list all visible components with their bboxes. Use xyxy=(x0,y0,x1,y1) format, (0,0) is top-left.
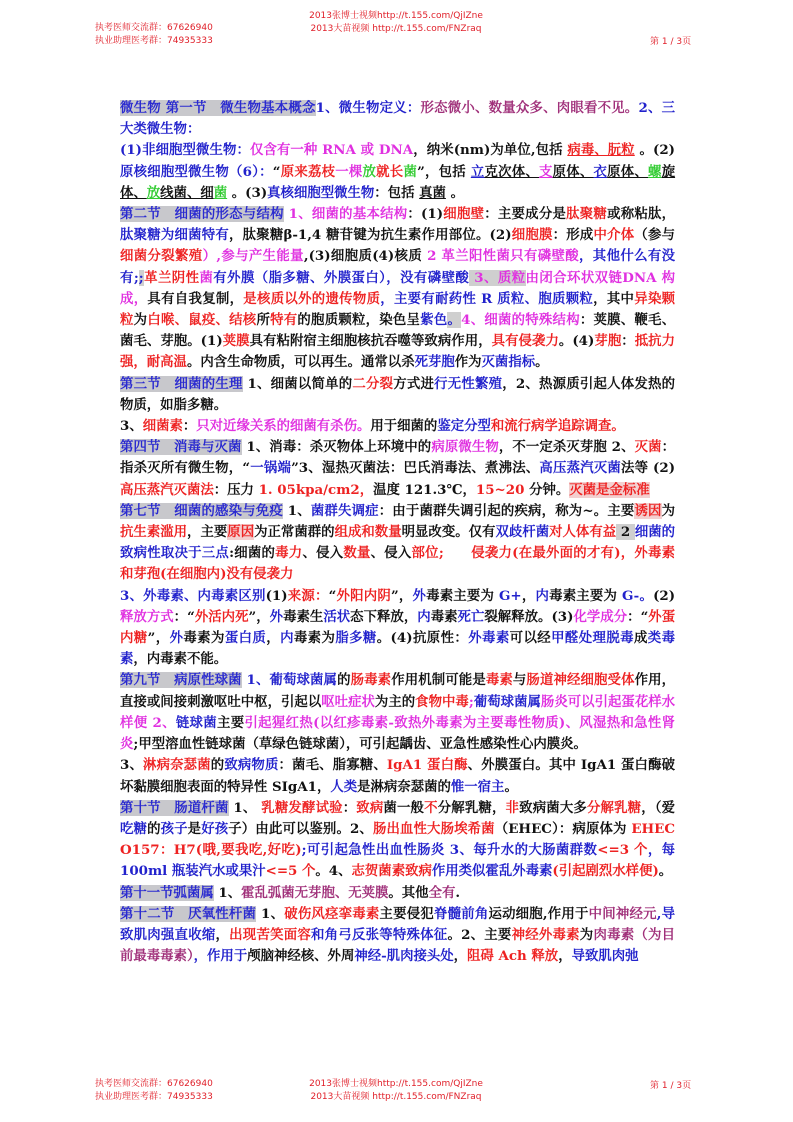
text: ：包括 xyxy=(374,184,420,201)
text: 毒素主要为 xyxy=(426,587,499,604)
text: 双歧杆菌 xyxy=(495,524,550,541)
text: 致病 xyxy=(356,799,384,816)
text: 的 xyxy=(147,820,161,837)
text: ”， xyxy=(147,630,170,647)
text: 细菌素 xyxy=(142,418,183,435)
text: 毒素 xyxy=(485,672,513,689)
text: 。(4) xyxy=(558,333,595,350)
text: 1、 xyxy=(282,502,311,519)
text: 态下释放， xyxy=(350,608,418,625)
section-title: 第四节 消毒与灭菌 xyxy=(120,439,242,456)
text: 分解乳糖， xyxy=(437,799,506,816)
text: 3、 xyxy=(120,757,144,774)
text: ：主要成分是 xyxy=(484,206,567,223)
text: 致病菌大多 xyxy=(519,799,587,816)
text: 孩子 xyxy=(160,820,188,837)
text: 具有侵袭力 xyxy=(491,333,559,350)
text: 真核细胞型微生物 xyxy=(267,184,375,201)
text: 破伤风痉挛毒素 xyxy=(284,905,380,922)
text: 肽聚糖 xyxy=(566,206,608,223)
text: ， xyxy=(453,948,468,965)
text: 螺 xyxy=(648,163,662,180)
text: 病原微生物 xyxy=(431,439,499,456)
footer-group-line2: 执业助理医考群：74935333 xyxy=(95,1092,213,1102)
text: 明显改变。仅有 xyxy=(401,524,496,541)
text: <=5 个 xyxy=(265,863,316,880)
text: 引起猩红热(以红疹毒素-致热外毒素为主要毒性物质)、风湿热和急性肾炎 xyxy=(120,714,676,753)
text: ; xyxy=(468,693,474,710)
text: 的胞质颗粒，染色呈 xyxy=(297,312,421,329)
text: 高压蒸汽灭菌法 xyxy=(120,481,214,498)
text: 释放方式 xyxy=(120,608,174,625)
text: 、侵入 xyxy=(302,545,344,562)
footer-group-info xyxy=(95,1078,213,1104)
text: (1) xyxy=(265,587,288,604)
text: 为 xyxy=(661,502,676,519)
text: 支 xyxy=(538,163,553,180)
text: ：“ xyxy=(173,608,195,625)
text: 和流行病学追踪调查。 xyxy=(490,418,625,435)
text: 用于细菌的 xyxy=(370,418,438,435)
text: 鉴定分型 xyxy=(437,418,491,435)
text: 诱因 xyxy=(634,502,662,519)
text: ，纳米(nm)为单位,包括 xyxy=(413,142,568,159)
text: 主要侵犯 xyxy=(379,905,434,922)
text: 。 xyxy=(639,587,654,604)
text: 肠炎可以引起蛋花样水样便 xyxy=(120,693,676,731)
text: 菌群失调症 xyxy=(310,502,379,519)
text: 芽胞 xyxy=(594,333,622,350)
section-title: 第三节 细菌的生理 xyxy=(120,375,243,392)
text: 神经外毒素 xyxy=(511,926,580,943)
text: 乳糖发酵试验 xyxy=(261,799,343,816)
text: 放 xyxy=(146,184,161,201)
text: 志贺菌素致病 xyxy=(351,863,432,880)
text: 内 xyxy=(535,587,550,604)
text: 毒素生 xyxy=(283,608,324,625)
text: 为 xyxy=(133,312,148,329)
text: 一锅端 xyxy=(250,460,292,477)
text: ，作用于 xyxy=(193,948,248,965)
text: 的 xyxy=(210,757,225,774)
text: 紫色 xyxy=(420,312,448,329)
text: ，主要有耐药性 R 质粒、胞质颗粒 xyxy=(380,290,594,307)
text: 、外膜蛋白。其中 IgA1 蛋白酶破坏黏膜细胞表面的特异性 SIgA1， xyxy=(120,757,676,795)
text: ： xyxy=(621,333,635,350)
text: ， xyxy=(558,948,572,965)
text: 神经-肌肉接头处 xyxy=(354,948,454,965)
footer-video-link-2[interactable]: 2013大苗视频 http://t.155.com/FNZraq xyxy=(310,1092,482,1102)
text: 食物中毒 xyxy=(415,693,469,710)
text: 特有 xyxy=(270,312,298,329)
text: 灭菌指标 xyxy=(481,354,536,371)
text: ，内毒素不能。 xyxy=(133,651,228,668)
text: 形态微小、数量众多、肉眼看不见。 xyxy=(420,100,639,116)
text: 为主的 xyxy=(374,693,416,710)
text: 原体、 xyxy=(552,163,594,180)
text: 仅含有一种 RNA 或 DNA xyxy=(249,142,414,159)
text: 菌 xyxy=(199,269,214,286)
text: 衣 xyxy=(593,163,608,180)
text: 线菌、细 xyxy=(160,184,214,201)
text: 1、消毒：杀灭物体上环境中的 xyxy=(241,439,432,456)
section-title: 第七节 细菌的感染与免疫 xyxy=(120,502,283,519)
section-title: 第二节 细菌的形态与结构 xyxy=(120,206,284,223)
footer-video-links xyxy=(296,1078,496,1104)
text: 作用机制可能是 xyxy=(391,672,486,689)
text: 出现苦笑面容 xyxy=(229,926,312,943)
text: ，其中 xyxy=(593,290,635,307)
text: 活状 xyxy=(323,608,351,625)
text: ，（爱 xyxy=(641,799,676,816)
text: 霍乱弧菌无芽胞、无荚膜 xyxy=(241,884,389,901)
text: 外阳内阴 xyxy=(336,587,391,604)
text: 脂多糖 xyxy=(335,630,377,647)
section-12 xyxy=(120,904,675,968)
footer-page-number: 第 1 / 3页 xyxy=(650,1081,692,1091)
text: ）,参与产生能量 xyxy=(202,248,304,265)
text: ：压力 xyxy=(213,481,259,498)
text: 致病物质 xyxy=(224,757,279,774)
text: 人类 xyxy=(330,778,358,795)
text: 组成和数量 xyxy=(334,524,402,541)
text: ， xyxy=(521,587,536,604)
text: 成 xyxy=(633,630,648,647)
section-4 xyxy=(120,437,675,501)
section-title: 第十节 肠道杆菌 xyxy=(120,799,229,816)
text: 2 革兰阳性菌只有磷壁酸 xyxy=(427,248,580,265)
header-group-line2: 执业助理医考群：74935333 xyxy=(95,36,213,46)
footer-video-link-1[interactable]: 2013张博士视频http://t.155.com/QjIZne xyxy=(309,1079,483,1089)
section-title: 微生物 第一节 微生物基本概念 xyxy=(120,100,316,116)
text: 是淋病奈瑟菌的 xyxy=(357,778,451,795)
text: 对人体有益 xyxy=(549,524,617,541)
text: 具有粘附宿主细胞核抗吞噬等致病作用， xyxy=(249,333,492,350)
text: 分钟。 xyxy=(524,481,570,498)
text: 。 xyxy=(447,312,462,329)
text: 所 xyxy=(256,312,271,329)
text: 真菌 xyxy=(419,184,446,201)
text: 15~20 xyxy=(475,481,525,498)
text: 外毒素 xyxy=(468,630,510,647)
text: ， xyxy=(266,630,281,647)
text: 立 xyxy=(470,163,485,180)
text: 运动细胞,作用于 xyxy=(488,905,589,922)
section-title: 第十二节 厌氧性杆菌 xyxy=(120,905,257,922)
text: 分解乳糖 xyxy=(586,799,642,816)
section-title: 第十一节弧菌属 xyxy=(120,884,214,901)
text: 灭菌 xyxy=(634,439,662,456)
page-footer xyxy=(0,1074,793,1114)
text: ： xyxy=(342,799,357,816)
text: 作用类似霍乱外毒素 xyxy=(431,863,553,880)
text: 化学成分 xyxy=(573,608,628,625)
text: 细胞膜 xyxy=(511,227,553,244)
text: 来源： xyxy=(287,587,329,604)
text: ; xyxy=(438,545,472,562)
text: 部位 xyxy=(411,545,439,562)
text: 3、质粒 xyxy=(469,269,526,286)
text: 脊髓前角 xyxy=(433,905,489,922)
text: ，肽聚糖β-1,4 糖苷键为抗生素作用部位。(2) xyxy=(228,227,512,244)
text: 白喉、鼠疫、结核 xyxy=(147,312,257,329)
text: 异染颗粒 xyxy=(120,290,676,329)
text: 死芽胞 xyxy=(414,354,455,371)
header-video-link-1[interactable]: 2013张博士视频http://t.155.com/QjIZne xyxy=(309,11,483,21)
text: 内 xyxy=(280,630,294,647)
text: 具有自我复制， xyxy=(147,290,244,307)
text: ，其他什么有没有 xyxy=(120,248,675,286)
text: ”， xyxy=(248,608,270,625)
text: 外 xyxy=(412,587,427,604)
text: （EHEC）：病原体为 xyxy=(494,820,632,837)
text: ： xyxy=(182,418,197,435)
text: 导致肌肉弛 xyxy=(571,948,639,965)
section-7 xyxy=(120,501,675,671)
text: 类毒素 xyxy=(120,630,675,668)
text: 毒素主要为 xyxy=(549,587,622,604)
text: ,(3)细胞质(4)核质 xyxy=(303,248,428,265)
text: 只对近缘关系的细菌有杀伤。 xyxy=(196,418,371,435)
section-10 xyxy=(120,798,675,883)
text: 毒力 xyxy=(275,545,303,562)
text: 外活内死 xyxy=(194,608,249,625)
text: 行无性繁殖 xyxy=(434,375,503,392)
text: 或称粘肽， xyxy=(607,206,676,223)
text: 阻碍 Ach 释放 xyxy=(467,948,559,965)
text: “ xyxy=(272,163,281,180)
text: 与 xyxy=(512,672,527,689)
text: 。4、 xyxy=(315,863,352,880)
text: 灭菌是金标准 xyxy=(569,481,650,498)
text: ，2、热源质引起人体发热的物质，如脂多糖。 xyxy=(120,375,676,413)
text: ”3、湿热灭菌法：巴氏消毒法、煮沸法、 xyxy=(291,460,540,477)
text: 吃糖 xyxy=(120,820,148,837)
text: 抗生素滥用 xyxy=(120,524,188,541)
text: 1、 xyxy=(256,905,285,922)
text: 惟一宿主 xyxy=(450,778,505,795)
text: 全有 xyxy=(428,884,456,901)
text: (1)非细胞型微生物： xyxy=(120,142,250,159)
text: 不 xyxy=(424,799,438,816)
text: ,导致肌肉强直收缩 xyxy=(120,905,676,943)
text: 毒素为 xyxy=(183,630,225,647)
text: 呕吐症状 xyxy=(321,693,375,710)
text: 原核细胞型微生物（6）： xyxy=(120,163,273,180)
section-1 xyxy=(120,98,675,204)
text: ，主要 xyxy=(187,524,228,541)
text: 2 xyxy=(616,524,635,541)
text: DNA 构成， xyxy=(120,269,676,307)
text: ：指杀灭所有微生物，“ xyxy=(120,439,676,477)
text: ;甲型溶血性链球菌（草绿色链球菌），可引起龋齿、亚急性感染性心内膜炎。 xyxy=(133,736,587,753)
text: ：荚膜、鞭毛、菌毛、芽胞。(1) xyxy=(120,312,676,350)
text: 。(2) xyxy=(634,142,675,159)
text: 荚膜 xyxy=(222,333,250,350)
text: 1、 xyxy=(228,799,262,816)
text: 颅脑神经核、外周 xyxy=(247,948,355,965)
text: 1. 05kpa/cm2， xyxy=(258,481,374,498)
text: 一棵 xyxy=(335,163,363,180)
text: “ xyxy=(328,587,337,604)
text: 2、 xyxy=(147,714,176,731)
text: 1、细菌的基本结构 xyxy=(283,206,408,223)
text: 菌一般 xyxy=(383,799,425,816)
header-video-links xyxy=(296,10,496,36)
text: 甲醛处理脱毒 xyxy=(551,630,634,647)
text: ：形成 xyxy=(552,227,594,244)
text: ”， xyxy=(390,587,413,604)
text: 毒素为 xyxy=(293,630,336,647)
text: 为正常菌群的 xyxy=(254,524,335,541)
text: 革兰阴性 xyxy=(143,269,200,286)
section-9 xyxy=(120,670,675,797)
text: EHEC O157：H7(哦,要我吃,好吃) xyxy=(120,820,676,859)
text: 裂解释放。(3) xyxy=(484,608,574,625)
text: 。(4)抗原性： xyxy=(376,630,469,647)
page-header xyxy=(0,10,793,50)
text: 肠出血性大肠埃希菌 xyxy=(372,820,495,837)
text: 是 xyxy=(187,820,202,837)
text: 葡萄球菌属 xyxy=(473,693,541,710)
text: 1、 xyxy=(213,884,242,901)
text: 淋病奈瑟菌 xyxy=(143,757,211,774)
text: ，每 100ml 瓶装汽水或果汁 xyxy=(120,842,676,880)
header-video-link-2[interactable]: 2013大苗视频 http://t.155.com/FNZraq xyxy=(310,24,482,34)
text: 。 xyxy=(445,184,464,201)
text: 链球菌 xyxy=(175,714,217,731)
text: 法等 (2) xyxy=(620,460,676,477)
text: 3、 xyxy=(120,418,143,435)
header-page-number: 第 1 / 3页 xyxy=(650,37,692,47)
text: 抵抗力强，耐高温 xyxy=(120,333,676,371)
text: 死亡 xyxy=(457,608,485,625)
text: 、侵入 xyxy=(370,545,412,562)
text: 。 xyxy=(658,863,673,880)
text: <=3 个 xyxy=(597,842,648,859)
text: 。 xyxy=(535,354,549,371)
text: . xyxy=(455,884,461,901)
text: (引起剧烈水样便) xyxy=(552,863,659,880)
text: （参与 xyxy=(634,227,676,244)
text: 细菌分裂繁殖 xyxy=(120,248,203,265)
text: ; xyxy=(138,269,144,286)
text: 由闭合环状双链 xyxy=(525,269,623,286)
text: IgA1 蛋白酶 xyxy=(386,757,468,774)
text: 内 xyxy=(417,608,431,625)
text: 2、三大类微生物： xyxy=(120,100,675,138)
text: 有外膜（脂多糖、外膜蛋白），没有磷壁酸 xyxy=(213,269,470,286)
text: 毒素 xyxy=(430,608,458,625)
document-body xyxy=(120,98,675,967)
text: ：由于菌群失调引起的疾病，称为~。主要 xyxy=(378,502,635,519)
text: 病毒、朊粒 xyxy=(567,142,635,159)
text: 。(3) xyxy=(227,184,268,201)
text: G- xyxy=(622,587,640,604)
text: 细胞壁 xyxy=(443,206,485,223)
text: 中介体 xyxy=(593,227,635,244)
text: 的 xyxy=(337,672,351,689)
text: 。其他 xyxy=(388,884,429,901)
text: 作为 xyxy=(454,354,482,371)
text: 3、外毒素、内毒素区别 xyxy=(120,587,266,604)
text: 4、细菌的特殊结构 xyxy=(461,312,580,329)
text: ：菌毛、脂寡糖、 xyxy=(278,757,387,774)
text: 。2、主要 xyxy=(447,926,512,943)
text: 二分裂 xyxy=(352,375,394,392)
text: 主要 xyxy=(217,714,245,731)
text: 原体、 xyxy=(607,163,649,180)
text: 1、葡萄球菌属 xyxy=(241,672,338,689)
text: ：(1) xyxy=(407,206,444,223)
header-group-line1: 执考医师交流群：67626940 xyxy=(95,23,213,33)
text: 数量 xyxy=(343,545,371,562)
text: G+ xyxy=(499,587,522,604)
text: ，不一定杀灭芽胞 2、 xyxy=(498,439,635,456)
text: ：“ xyxy=(627,608,649,625)
text: 温度 121.3℃， xyxy=(373,481,476,498)
text: 原因 xyxy=(227,524,255,541)
text: 克次体、 xyxy=(484,163,539,180)
text: 原来荔枝 xyxy=(280,163,336,180)
section-title: 第九节 病原性球菌 xyxy=(120,672,242,689)
text: ;可引起急性出血性肠炎 3、每升水的大肠菌群数 xyxy=(301,842,598,859)
text: 为 xyxy=(579,926,594,943)
section-11 xyxy=(120,883,675,904)
text: ”，包括 xyxy=(417,163,471,180)
text: 是核质以外的遗传物质 xyxy=(243,290,381,307)
text: 好孩 xyxy=(201,820,229,837)
footer-group-line1: 执考医师交流群：67626940 xyxy=(95,1079,213,1089)
text: ; xyxy=(133,269,139,286)
text: 外蛋内糖 xyxy=(120,608,676,647)
text: 作用，直接或间接刺激呕吐中枢，引起以 xyxy=(120,672,676,710)
text: 肽聚糖为细菌特有 xyxy=(120,227,229,244)
text: 非 xyxy=(505,799,520,816)
text: 。 xyxy=(504,778,518,795)
text: 肠道神经细胞受体 xyxy=(526,672,635,689)
section-3 xyxy=(120,374,675,438)
text: 外 xyxy=(169,630,184,647)
text: 外 xyxy=(269,608,284,625)
text: 放 xyxy=(362,163,377,180)
section-2 xyxy=(120,204,675,374)
text: 就长 xyxy=(376,163,404,180)
text: 细菌的致病性取决于三点 xyxy=(120,524,676,562)
text: 高压蒸汽灭菌 xyxy=(539,460,621,477)
text: 旋体、 xyxy=(120,163,676,201)
text: 1、微生物定义： xyxy=(315,100,421,116)
text: 菌 xyxy=(213,184,228,201)
text: 方式进 xyxy=(393,375,435,392)
text: 侵袭力(在最外面的才有)，外毒素和芽孢(在细胞内)没有侵袭力 xyxy=(120,545,676,583)
text: 。内含生命物质，可以再生。通常以杀 xyxy=(186,354,415,371)
text: 肉毒素（为目前最毒毒素） xyxy=(120,926,676,965)
text: 1、细菌以简单的 xyxy=(242,375,353,392)
text: :细菌的 xyxy=(229,545,276,562)
text: 可以经 xyxy=(509,630,552,647)
text: ， xyxy=(215,926,230,943)
header-group-info xyxy=(95,22,213,48)
text: 子）由此可以鉴别。2、 xyxy=(228,820,373,837)
text: 菌 xyxy=(403,163,418,180)
text: 蛋白质 xyxy=(224,630,267,647)
text: (2) xyxy=(653,587,676,604)
text: 和角弓反张等特殊体征 xyxy=(311,926,448,943)
text: 中间神经元 xyxy=(588,905,657,922)
text: 肠毒素 xyxy=(350,672,392,689)
